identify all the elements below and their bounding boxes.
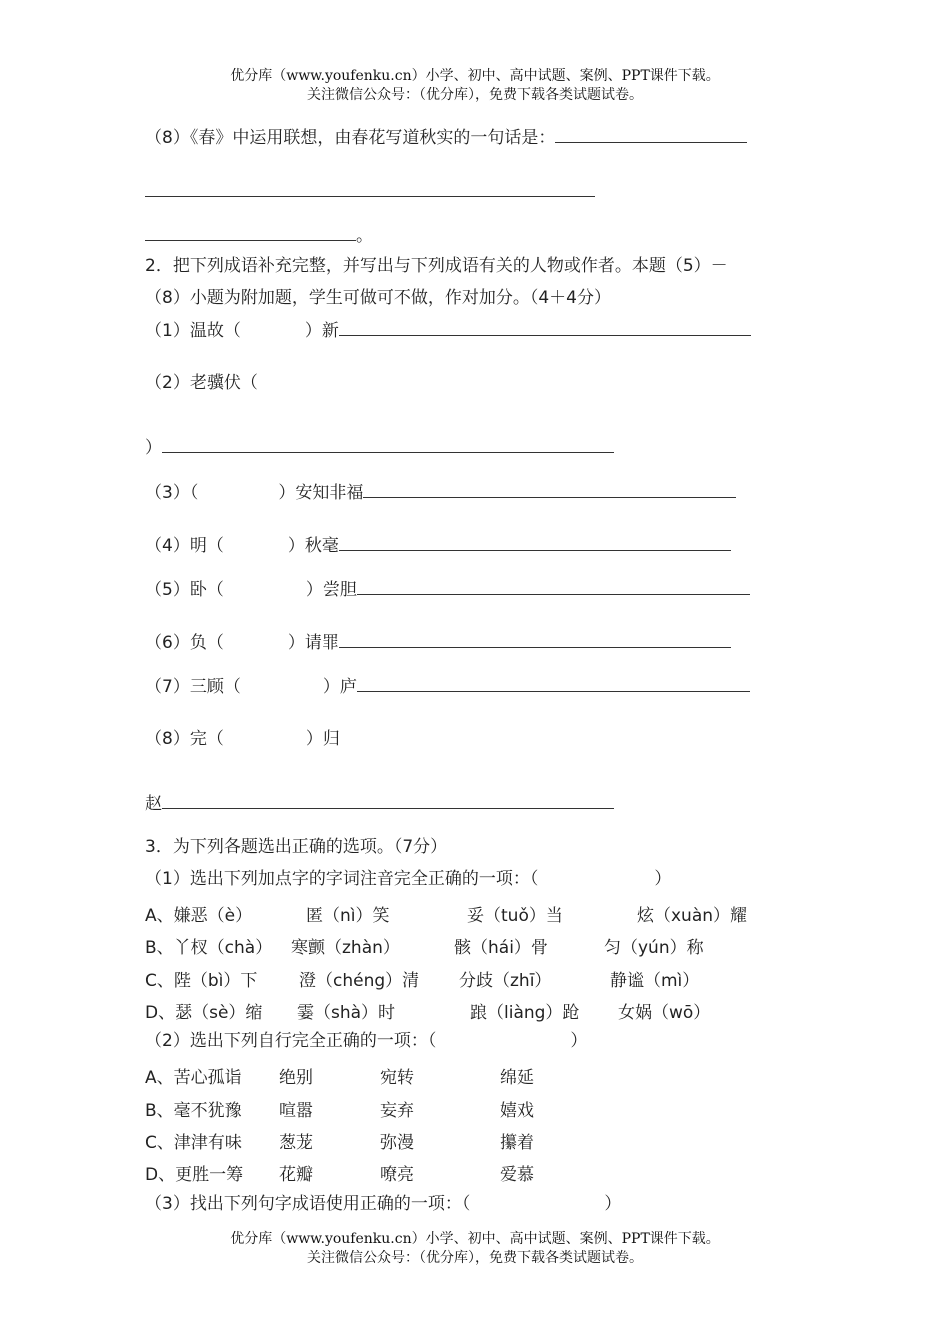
q2-item-7-head: （7）三顾（ <box>145 677 241 697</box>
q3-sub1-a-1[interactable]: A、嫌恶（è） <box>145 906 253 926</box>
footer-line-2: 关注微信公众号：（优分库），免费下载各类试题试卷。 <box>307 1250 643 1266</box>
q2-item-5-blank[interactable] <box>357 578 750 595</box>
q3-sub2-b-4: 嬉戏 <box>500 1101 534 1121</box>
q3-sub2-c-4: 攥着 <box>500 1133 534 1153</box>
q3-sub2-a-4: 绵延 <box>500 1068 534 1088</box>
q2-item-8 <box>145 728 340 750</box>
q2-item-4-tail: ）秋毫 <box>287 536 339 556</box>
q2-item-4-head: （4）明（ <box>145 536 224 556</box>
q2-item-4 <box>145 534 731 557</box>
q3-sub3-close: ） <box>604 1194 622 1214</box>
q2-item-5-head: （5）卧（ <box>145 580 224 600</box>
q3-sub1-b-4: 匀（yún）称 <box>604 938 704 958</box>
q2-item-2-blank[interactable] <box>162 436 614 453</box>
q2-item-3-blank[interactable] <box>363 481 736 498</box>
q1-8-answer-blank-2[interactable] <box>145 180 595 197</box>
q2-item-2 <box>145 372 258 394</box>
q3-title: 3．为下列各题选出正确的选项。（7分） <box>145 837 448 857</box>
q3-sub2-close: ） <box>570 1031 588 1051</box>
q2-item-8-name-start: 赵 <box>145 794 162 814</box>
q3-sub2-a-1[interactable]: A、苦心孤诣 <box>145 1068 242 1088</box>
q3-sub1-a-2: 匿（nì）笑 <box>306 906 390 926</box>
q3-sub1-d-1[interactable]: D、瑟（sè）缩 <box>145 1003 263 1023</box>
q2-item-8-tail: ）归 <box>305 729 340 749</box>
q2-item-6-blank[interactable] <box>339 631 731 648</box>
q2-item-8-blank[interactable] <box>162 792 614 809</box>
q3-sub1-c-3: 分歧（zhī） <box>459 971 552 991</box>
q2-item-2-head: （2）老骥伏（ <box>145 373 258 393</box>
q3-sub2-c-1[interactable]: C、津津有味 <box>145 1133 242 1153</box>
page-header <box>0 67 950 105</box>
q1-8-line <box>145 126 747 149</box>
q1-8-text: （8）《春》中运用联想，由春花写道秋实的一句话是： <box>145 128 556 148</box>
q3-sub1-b-2: 寒颤（zhàn） <box>291 938 400 958</box>
q3-sub1-c-2: 澄（chéng）清 <box>299 971 420 991</box>
q3-sub1-b-3: 骸（hái）骨 <box>454 938 548 958</box>
q2-item-5-tail: ）尝胆 <box>305 580 357 600</box>
q1-8-answer-blank-1[interactable] <box>555 126 747 143</box>
q2-item-3-head: （3）（ <box>145 483 199 503</box>
q3-sub1-d-2: 霎（shà）时 <box>297 1003 396 1023</box>
q2-item-1-head: （1）温故（ <box>145 321 241 341</box>
q3-sub2-b-3: 妄弃 <box>380 1101 414 1121</box>
q2-item-6 <box>145 631 731 654</box>
q1-8-answer-blank-3[interactable] <box>145 224 356 241</box>
q2-item-2-tail: ） <box>145 438 162 458</box>
q1-8-end: 。 <box>356 226 373 246</box>
q3-sub2-d-1[interactable]: D、更胜一筹 <box>145 1165 244 1185</box>
q3-sub3-prompt-line <box>145 1193 621 1215</box>
q2-item-1 <box>145 319 751 342</box>
q2-item-3 <box>145 481 736 504</box>
q3-sub2-a-2: 绝别 <box>279 1068 313 1088</box>
q3-sub2-d-2: 花瓣 <box>279 1165 313 1185</box>
q3-sub2-a-3: 宛转 <box>380 1068 414 1088</box>
page-footer <box>0 1230 950 1268</box>
q3-sub1-a-3: 妥（tuǒ）当 <box>467 906 563 926</box>
q2-item-6-head: （6）负（ <box>145 633 224 653</box>
q2-item-2-cont <box>145 436 614 459</box>
q3-sub1-c-4: 静谧（mì） <box>610 971 700 991</box>
q3-sub1-b-1[interactable]: B、丫杈（chà） <box>145 938 273 958</box>
q2-item-7-blank[interactable] <box>357 675 750 692</box>
q3-sub2-c-2: 葱茏 <box>279 1133 313 1153</box>
q2-title-line-1: 2．把下列成语补充完整，并写出与下列成语有关的人物或作者。本题（5）－ <box>145 256 728 276</box>
q3-sub2-d-3: 嘹亮 <box>380 1165 414 1185</box>
q2-item-7-tail: ）庐 <box>322 677 357 697</box>
q1-8-line-2 <box>145 180 595 203</box>
footer-line-1: 优分库（www.youfenku.cn）小学、初中、高中试题、案例、PPT课件下载。 <box>230 1231 720 1247</box>
q3-sub2-b-1[interactable]: B、毫不犹豫 <box>145 1101 242 1121</box>
q2-title-line-2: （8）小题为附加题，学生可做可不做，作对加分。（4＋4分） <box>145 288 611 308</box>
q2-item-8-cont <box>145 792 614 815</box>
q2-item-6-tail: ）请罪 <box>287 633 339 653</box>
header-line-2: 关注微信公众号：（优分库），免费下载各类试题试卷。 <box>307 87 643 103</box>
q3-sub1-prompt-line <box>145 868 671 890</box>
q3-sub1-d-3: 踉（liàng）跄 <box>470 1003 580 1023</box>
q2-item-4-blank[interactable] <box>339 534 731 551</box>
q3-sub2-b-2: 喧嚣 <box>279 1101 313 1121</box>
q2-item-7 <box>145 675 750 698</box>
q3-sub1-c-1[interactable]: C、陛（bì）下 <box>145 971 258 991</box>
q2-item-1-blank[interactable] <box>339 319 751 336</box>
q2-item-5 <box>145 578 750 601</box>
q3-sub2-prompt-line <box>145 1030 587 1052</box>
q3-sub1-a-4: 炫（xuàn）耀 <box>637 906 748 926</box>
q2-item-3-tail: ）安知非福 <box>278 483 364 503</box>
q3-sub2-prompt: （2）选出下列自行完全正确的一项：（ <box>145 1031 437 1051</box>
q3-sub1-prompt: （1）选出下列加点字的字词注音完全正确的一项：（ <box>145 869 539 889</box>
q3-sub1-d-4: 女娲（wō） <box>618 1003 711 1023</box>
header-line-1: 优分库（www.youfenku.cn）小学、初中、高中试题、案例、PPT课件下载。 <box>230 68 720 84</box>
q3-sub2-c-3: 弥漫 <box>380 1133 414 1153</box>
q3-sub3-prompt: （3）找出下列句字成语使用正确的一项：（ <box>145 1194 471 1214</box>
q3-sub1-close: ） <box>654 869 672 889</box>
q1-8-line-3 <box>145 224 373 247</box>
q2-item-8-head: （8）完（ <box>145 729 224 749</box>
q2-item-1-tail: ）新 <box>304 321 339 341</box>
q3-sub2-d-4: 爱慕 <box>500 1165 534 1185</box>
